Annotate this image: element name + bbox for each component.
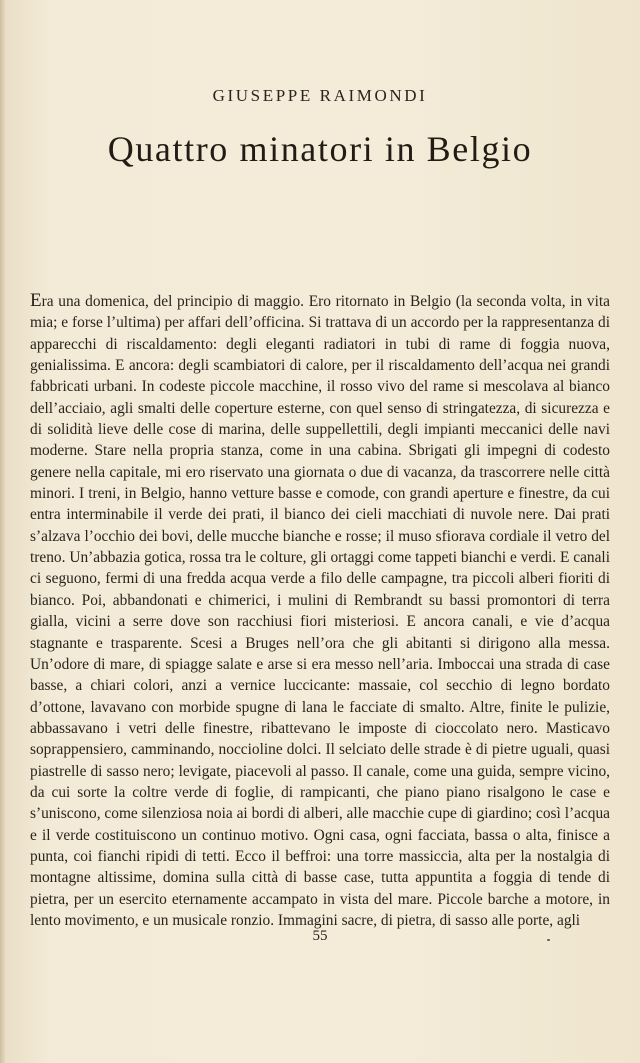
paragraph-text: ra una domenica, del principio di maggio. Ero ritornato in Belgio (la seconda volta, in vita mia; e forse l’ultima) per affari dell’officina. Si trattava di un accordo per la rappresentanza di apparecchi di riscaldamento: degli eleganti radiatori in tubi di rame di foggia nuova, genialissima. E ancora: degli scambiatori di calore, per il riscaldamento dell’acqua nei grandi fabbricati urbani. In codeste piccole macchine, il rosso vivo del rame si mescolava al bianco dell’acciaio, agli smalti delle coperture esterne, con quel senso di stringatezza, di sicurezza e di solidità lieve delle cose di marina, delle suppellettili, degli impianti meccanici delle navi moderne. Stare nella propria stanza, come in una cabina. Sbrigati gli impegni di codesto genere nella capitale, mi ero riservato una giornata o due di vacanza, da trascorrere nelle città minori. I treni, in Belgio, hanno vetture basse e comode, con grandi aperture e finestre, da cui entra interminabile il verde dei prati, il bianco dei cieli macchiati di nuvole nere. Dai prati s’alzava l’occhio dei bovi, delle mucche bianche e rosse; il muso sfiorava cordiale il vetro del treno. Un’abbazia gotica, rossa tra le colture, gli ortaggi come tappeti bianchi e verdi. E canali ci seguono, fermi di una fredda acqua verde a filo delle campagne, tra piccoli alberi fioriti di bianco. Poi, abbandonati e chimerici, i mulini di Rembrandt su bassi promontori di terra gialla, vicini a serre dove son racchiusi fiori misteriosi. E ancora canali, e vie d’acqua stagnante e trasparente. Scesi a Bruges nell’ora che gli abitanti si dirigono alla messa. Un’odore di mare, di spiagge salate e arse si era messo nell’aria. Imboccai una strada di case basse, a chiari colori, anzi a vernice luccicante: massaie, col secchio di legno bordato d’ottone, lavavano con morbide spugne di lana le facciate di smalto. Altre, finite le pulizie, abbassavano i vetri delle finestre, ribattevano le imposte di cioccolato nero. Masticavo soprappensiero, camminando, noccioline dolci. Il selciato delle strade è di pietre uguali, quasi piastrelle di sasso nero; levigate, piacevoli al passo. Il canale, come una guida, sempre vicino, da cui sorte la coltre verde di foglie, di rampicanti, che piano piano risalgono le case e s’uniscono, come silenziosa noia ai bordi di alberi, alle macchie cupe di giardino; così l’acqua e il verde costituiscono un continuo motivo. Ogni casa, ogni facciata, bassa o alta, finisce a punta, coi fianchi ripidi di tetti. Ecco il beffroi: una torre massiccia, alta per la nostalgia di montagne altissime, domina sulla città di basse case, tutta appuntita a foggia di tende di pietra, per un esercito eternamente accampato in vista del mare. Piccole barche a motore, in lento movimento, e un musicale ronzio. Immagini sacre, di pietra, di sasso alle porte, agli	[30, 293, 610, 929]
page-number: 55	[312, 928, 328, 944]
author-name: GIUSEPPE RAIMONDI	[212, 86, 428, 105]
ink-speck	[547, 939, 550, 941]
drop-letter: E	[30, 290, 42, 311]
article-title: Quattro minatori in Belgio	[107, 129, 533, 169]
body-paragraph	[30, 291, 610, 931]
